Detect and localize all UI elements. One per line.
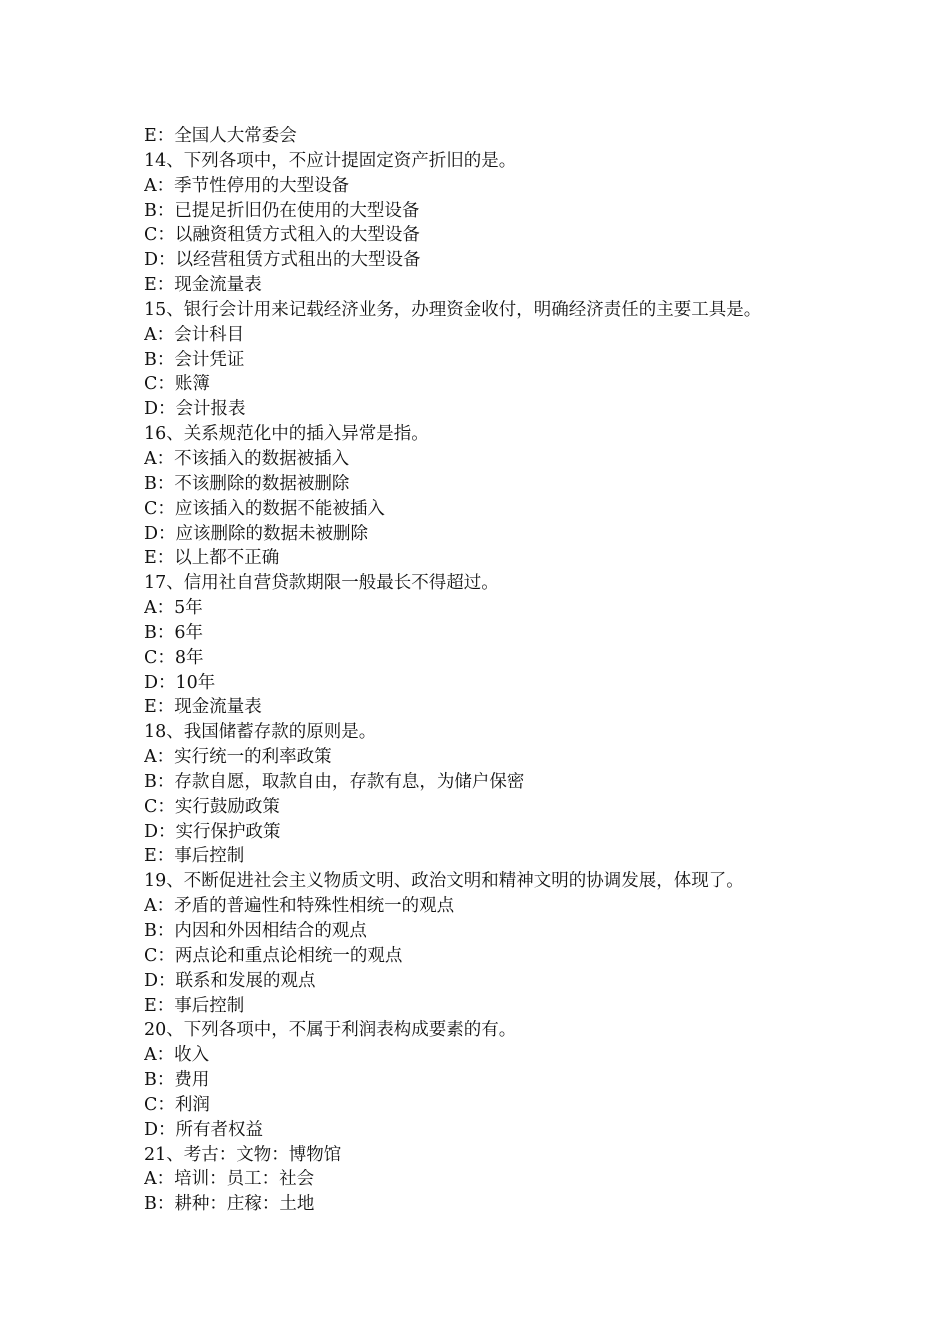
option-text-c: C：实行鼓励政策 (144, 796, 280, 817)
question-21: 21、考古：文物：博物馆 (144, 1144, 342, 1165)
option-text-b: B：会计凭证 (144, 349, 245, 370)
option-text-e: E：事后控制 (144, 846, 245, 867)
option-text-d: D：10年 (144, 672, 216, 693)
option-text-b: B：不该删除的数据被删除 (144, 473, 350, 494)
option-text-c: C：应该插入的数据不能被插入 (144, 498, 385, 519)
option-text-e: E：以上都不正确 (144, 548, 280, 569)
option-text-a: A：5年 (144, 598, 203, 619)
option-text-d: D：应该删除的数据未被删除 (144, 523, 369, 544)
option-text-b: B：耕种：庄稼：土地 (144, 1194, 315, 1215)
option-text-a: A：矛盾的普遍性和特殊性相统一的观点 (144, 896, 455, 917)
option-text-e: E：现金流量表 (144, 697, 262, 718)
option-text-a: A：季节性停用的大型设备 (144, 175, 350, 196)
question-15: 15、银行会计用来记载经济业务，办理资金收付，明确经济责任的主要工具是。 (144, 299, 762, 320)
option-text-c: C：利润 (144, 1094, 210, 1115)
option-text-e: E：现金流量表 (144, 275, 262, 296)
option-text-d: D：会计报表 (144, 399, 246, 420)
question-20: 20、下列各项中，不属于利润表构成要素的有。 (144, 1020, 517, 1041)
option-text-d: D：以经营租赁方式租出的大型设备 (144, 250, 421, 271)
option-text-c: C：两点论和重点论相统一的观点 (144, 945, 403, 966)
option-text-b: B：6年 (144, 622, 203, 643)
option-text-d: D：联系和发展的观点 (144, 970, 316, 991)
option-text-c: C：账簿 (144, 374, 210, 395)
option-text-b: B：已提足折旧仍在使用的大型设备 (144, 200, 420, 221)
document-body (144, 124, 844, 1217)
question-18: 18、我国储蓄存款的原则是。 (144, 722, 377, 743)
option-text-a: A：实行统一的利率政策 (144, 747, 332, 768)
question-17: 17、信用社自营贷款期限一般最长不得超过。 (144, 573, 499, 594)
option-text-e: E：事后控制 (144, 995, 245, 1016)
option-text-d: D：实行保护政策 (144, 821, 281, 842)
option-text-a: A：不该插入的数据被插入 (144, 448, 350, 469)
question-16: 16、关系规范化中的插入异常是指。 (144, 424, 429, 445)
option-text-a: A：会计科目 (144, 324, 245, 345)
option-text-c: C：以融资租赁方式租入的大型设备 (144, 225, 420, 246)
option-text-a: A：培训：员工：社会 (144, 1169, 315, 1190)
option-text-a: A：收入 (144, 1045, 210, 1066)
question-14: 14、下列各项中，不应计提固定资产折旧的是。 (144, 150, 517, 171)
option-text-b: B：存款自愿，取款自由，存款有息，为储户保密 (144, 771, 525, 792)
option-text-b: B：费用 (144, 1070, 210, 1091)
option-text-e: E：全国人大常委会 (144, 126, 297, 146)
option-text-c: C：8年 (144, 647, 204, 668)
option-text-b: B：内因和外因相结合的观点 (144, 921, 367, 941)
option-text-d: D：所有者权益 (144, 1119, 264, 1140)
question-19: 19、不断促进社会主义物质文明、政治文明和精神文明的协调发展，体现了。 (144, 871, 744, 892)
